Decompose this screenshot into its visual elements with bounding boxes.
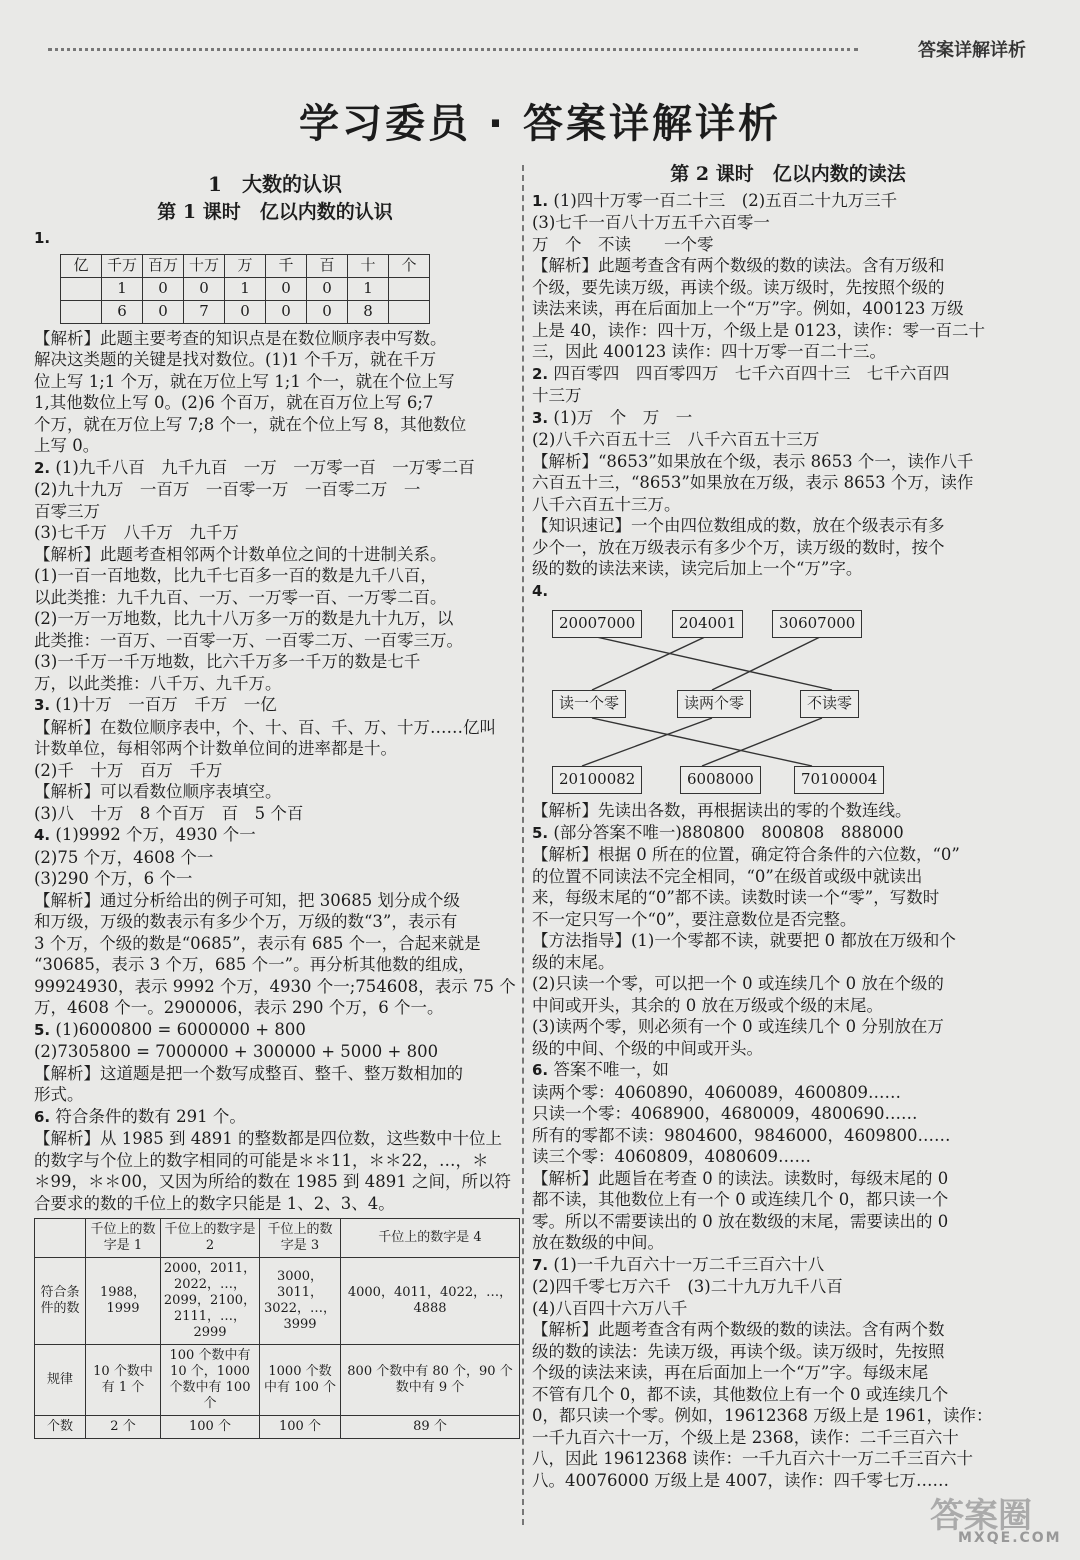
table-cell: 0 xyxy=(266,300,307,323)
answer-line: (3)一千万一千万地数，比六千万多一千万的数是七千 xyxy=(34,652,421,671)
answer-line: 【解析】先读出各数，再根据读出的零的个数连线。 xyxy=(532,801,912,820)
answer-line: 【解析】根据 0 所在的位置，确定符合条件的六位数，“0” xyxy=(532,845,960,864)
number-box: 20007000 xyxy=(552,610,642,638)
table-cell: 百 xyxy=(307,254,348,277)
answer-line: 都不读，其他数位上有一个 0 或连续几个 0，都只读一个 xyxy=(532,1190,949,1209)
answer-line: 形式。 xyxy=(34,1085,84,1104)
table-cell: 十 xyxy=(348,254,389,277)
answer-line: 不管有几个 0，都不读，其他数位上有一个 0 或连续几个 xyxy=(532,1384,949,1404)
answer-line: 来，每级末尾的“0”都不读。读数时读一个“零”，写数时 xyxy=(532,888,940,907)
answer-line: 3. (1)万 个 万 一 xyxy=(532,407,693,427)
thousands-digit-table xyxy=(34,1218,520,1439)
answer-line: 4. (1)9992 个万，4930 个一 xyxy=(34,825,256,844)
answer-line: (2)千 十万 百万 千万 xyxy=(34,760,223,780)
answer-line: 读两个零：4060890，4060089，4600809…… xyxy=(532,1082,901,1102)
number-box: 6008000 xyxy=(680,766,761,794)
table-cell: 800 个数中有 80 个，90 个数中有 9 个 xyxy=(341,1345,520,1416)
answer-line: 1,其他数位上写 0。(2)6 个百万，就在百万位上写 6;7 xyxy=(34,393,434,412)
table-cell: 0 xyxy=(225,300,266,323)
answer-line: 2. 四百零四 四百零四万 七千六百四十三 七千六百四 xyxy=(532,363,950,383)
answer-line: 和万级，万级的数表示有多少个万，万级的数“3”，表示有 xyxy=(34,912,458,931)
answer-line: 的数字与个位上的数字相同的可能是＊＊11，＊＊22，…，＊ xyxy=(34,1150,489,1170)
table-cell: 100 个数中有 10 个，1000 个数中有 100 个 xyxy=(161,1345,260,1416)
answer-line: 万，4608 个一。2900006，表示 290 个万，6 个一。 xyxy=(34,998,444,1017)
answer-line: 八千六百五十三万。 xyxy=(532,494,681,514)
watermark-url: MXQE.COM xyxy=(958,1530,1062,1546)
answer-line: 级的数的读法来读，读完后加上一个“万”字。 xyxy=(532,559,863,578)
table-cell: 2000，2011，2022，…，2099，2100，2111，…，2999 xyxy=(161,1258,260,1345)
answer-line: 级的中间、个级的中间或开头。 xyxy=(532,1038,763,1058)
answer-line: 合要求的数的千位上的数字只能是 1、2、3、4。 xyxy=(34,1193,395,1213)
answer-line: 【方法指导】(1)一个零都不读，就要把 0 都放在万级和个 xyxy=(532,931,956,950)
answer-line: 十三万 xyxy=(532,386,582,405)
table-cell xyxy=(389,277,430,300)
table-cell: 1988，1999 xyxy=(86,1258,161,1345)
question-2 xyxy=(532,363,1044,407)
left-column xyxy=(34,172,516,1443)
answer-line: 5. (1)6000800 = 6000000 + 800 xyxy=(34,1019,306,1039)
question-3 xyxy=(34,694,516,824)
answer-line: 个级的读法来读，再在后面加上一个“万”字。每级末尾 xyxy=(532,1363,929,1382)
header-label: 答案详解详析 xyxy=(918,40,1026,61)
answer-line: 7. (1)一千九百六十一万二千三百六十八 xyxy=(532,1254,825,1274)
answer-line: 三，因此 400123 读作：四十万零一百二十三。 xyxy=(532,342,886,361)
question-number: 7. xyxy=(532,1255,549,1274)
column-divider xyxy=(522,165,524,1525)
reading-box: 读两个零 xyxy=(677,690,751,718)
answer-line: (2)九十九万 一百万 一百零一万 一百零二万 一 xyxy=(34,480,421,499)
question-number: 6. xyxy=(34,1107,51,1126)
table-cell: 6 xyxy=(102,300,143,323)
answer-line: (4)八百四十六万八千 xyxy=(532,1298,688,1318)
answer-line: 万，以此类推：八千万、九千万。 xyxy=(34,673,282,693)
table-row xyxy=(61,300,430,323)
answer-line: 只读一个零：4068900，4680009，4800690…… xyxy=(532,1104,918,1123)
table-cell: 千位上的数字是 3 xyxy=(260,1219,341,1258)
table-cell: 千位上的数字是 1 xyxy=(86,1219,161,1258)
answer-line: 个万，就在万位上写 7;8 个一，就在个位上写 8，其他数位 xyxy=(34,414,467,434)
table-cell: 千位上的数字是 4 xyxy=(341,1219,520,1258)
table-cell xyxy=(61,300,102,323)
answer-line: 八，因此 19612368 读作：一千九百六十一万二千三百六十 xyxy=(532,1449,973,1468)
answer-line: (3)290 个万，6 个一 xyxy=(34,869,193,888)
answer-line: (2)八千六百五十三 八千六百五十三万 xyxy=(532,430,820,449)
watermark-logo xyxy=(930,1488,1060,1548)
answer-line: (2)7305800 = 7000000 + 300000 + 5000 + 800 xyxy=(34,1042,439,1061)
answer-line: 八。40076000 万级上是 4007，读作：四千零七万…… xyxy=(532,1470,949,1490)
answer-line: 个级，要先读万级，再读个级。读万级时，先按照个级的 xyxy=(532,277,945,297)
answer-line: 【解析】通过分析给出的例子可知，把 30685 划分成个级 xyxy=(34,890,460,910)
table-cell: 亿 xyxy=(61,254,102,277)
question-number: 2. xyxy=(34,458,51,477)
table-cell: 万 xyxy=(225,254,266,277)
header-dotted-rule xyxy=(48,48,858,51)
table-cell: 0 xyxy=(307,300,348,323)
question-5 xyxy=(532,822,1044,1060)
question-number: 1. xyxy=(532,191,549,210)
table-cell: 1 xyxy=(102,277,143,300)
table-cell xyxy=(61,277,102,300)
answer-line: 读法来读，再在后面加上一个“万”字。例如，400123 万级 xyxy=(532,299,964,318)
answer-line: 【解析】此题旨在考查 0 的读法。读数时，每级末尾的 0 xyxy=(532,1168,949,1188)
answer-line: 一千九百六十一万，个级上是 2368，读作：二千三百六十 xyxy=(532,1427,959,1447)
answer-line: 上是 40，读作：四十万，个级上是 0123，读作：零一百二十 xyxy=(532,320,985,340)
answer-line: 万 个 不读 一个零 xyxy=(532,234,714,254)
table-cell xyxy=(35,1219,86,1258)
watermark-text: 答案圈 xyxy=(930,1496,1032,1536)
answer-line: 位上写 1;1 个万，就在万位上写 1;1 个一，就在个位上写 xyxy=(34,371,455,391)
reading-box: 读一个零 xyxy=(552,690,626,718)
table-cell: 2 个 xyxy=(86,1416,161,1439)
table-header-row xyxy=(35,1219,520,1258)
question-2 xyxy=(34,457,516,695)
answer-line: 以此类推：九千九百、一万、一万零一百、一万零二百。 xyxy=(34,587,447,607)
question-number: 5. xyxy=(34,1020,51,1039)
question-number: 6. xyxy=(532,1061,549,1079)
table-row xyxy=(61,277,430,300)
answer-line: (3)八 十万 8 个百万 百 5 个百 xyxy=(34,803,304,823)
table-cell: 0 xyxy=(307,277,348,300)
answer-line: 读三个零：4060809，4080609…… xyxy=(532,1147,811,1166)
question-4 xyxy=(532,580,1044,822)
question-6 xyxy=(532,1059,1044,1254)
page-header xyxy=(48,36,1048,60)
answer-line: 零。所以不需要读出的 0 放在数级的末尾，需要读出的 0 xyxy=(532,1211,949,1231)
answer-line: 级的数的读法：先读万级，再读个级。读万级时，先按照 xyxy=(532,1341,945,1361)
number-box: 70100004 xyxy=(794,766,884,794)
place-value-table xyxy=(60,254,430,324)
answer-line: 5. (部分答案不唯一)880800 800808 888000 xyxy=(532,822,904,842)
table-cell: 3000，3011，3022，…，3999 xyxy=(260,1258,341,1345)
table-cell: 100 个 xyxy=(161,1416,260,1439)
answer-line: 【解析】此题考查含有两个数级的数的读法。含有两个数 xyxy=(532,1320,945,1339)
answer-line: 【解析】可以看数位顺序表填空。 xyxy=(34,782,282,801)
answer-line: (3)七千万 八千万 九千万 xyxy=(34,523,239,542)
table-cell: 十万 xyxy=(184,254,225,277)
number-box: 20100082 xyxy=(552,766,642,794)
answer-line: 【解析】从 1985 到 4891 的整数都是四位数，这些数中十位上 xyxy=(34,1129,502,1148)
answer-line: 上写 0。 xyxy=(34,436,100,455)
answer-line: 计数单位，每相邻两个计数单位间的进率都是十。 xyxy=(34,739,397,758)
answer-line: (2)一万一万地数，比九十八万多一万的数是九十九万，以 xyxy=(34,609,454,628)
answer-line: (2)只读一个零，可以把一个 0 或连续几个 0 放在个级的 xyxy=(532,974,944,993)
table-cell: 4000，4011，4022，…，4888 xyxy=(341,1258,520,1345)
number-box: 204001 xyxy=(672,610,743,638)
answer-line: 此类推：一百万、一百零一万、一百零二万、一百零三万。 xyxy=(34,630,463,650)
question-6 xyxy=(34,1106,516,1440)
answer-line: 99924930，表示 9992 个万，4930 个一;754608，表示 75 个 xyxy=(34,976,516,996)
place-value-header-row xyxy=(61,254,430,277)
reading-box: 不读零 xyxy=(800,690,859,718)
page-title: 学习委员 · 答案详解详析 xyxy=(298,101,782,147)
answer-line: 3 个万，个级的数是“0685”，表示有 685 个一，合起来就是 xyxy=(34,933,481,953)
right-column xyxy=(532,162,1044,1491)
answer-line: 6. 符合条件的数有 291 个。 xyxy=(34,1106,246,1126)
question-number: 3. xyxy=(34,696,51,714)
answer-line: 解决这类题的关键是找对数位。(1)1 个千万，就在千万 xyxy=(34,350,437,369)
answer-line: 【解析】此题考查相邻两个计数单位之间的十进制关系。 xyxy=(34,544,447,564)
question-5 xyxy=(34,1019,516,1106)
section-heading: 1 大数的认识 xyxy=(208,172,342,196)
answer-line: 【解析】这道题是把一个数写成整百、整千、整万数相加的 xyxy=(34,1063,463,1083)
answer-line: 所有的零都不读：9804600，9846000，4609800…… xyxy=(532,1125,951,1145)
number-box: 30607000 xyxy=(772,610,862,638)
lesson-heading: 第 1 课时 亿以内数的认识 xyxy=(157,200,393,223)
table-cell: 89 个 xyxy=(341,1416,520,1439)
answer-line: (3)七千一百八十万五千六百零一 xyxy=(532,213,770,232)
answer-line: 3. (1)十万 一百万 千万 一亿 xyxy=(34,695,277,714)
answer-line: 2. (1)九千八百 九千九百 一万 一万零一百 一万零二百 xyxy=(34,457,475,477)
table-cell: 符合条件的数 xyxy=(35,1258,86,1345)
answer-line: (2)75 个万，4608 个一 xyxy=(34,847,214,867)
answer-line: 【解析】“8653”如果放在个级，表示 8653 个一，读作八千 xyxy=(532,451,974,471)
answer-line: 【解析】此题主要考查的知识点是在数位顺序表中写数。 xyxy=(34,328,447,348)
answer-line: 中间或开头，其余的 0 放在万级或个级的末尾。 xyxy=(532,995,883,1015)
question-number: 4. xyxy=(532,581,549,600)
table-row xyxy=(35,1345,520,1416)
table-cell: 千 xyxy=(266,254,307,277)
question-number: 1. xyxy=(34,229,51,247)
answer-line: (3)读两个零，则必须有一个 0 或连续几个 0 分别放在万 xyxy=(532,1017,944,1036)
table-cell: 0 xyxy=(143,300,184,323)
answer-line: ＊99，＊＊00，又因为所给的数在 1985 到 4891 之间，所以符 xyxy=(34,1172,511,1191)
answer-line: 不一定只写一个“0”，要注意数位是否完整。 xyxy=(532,909,857,929)
answer-line: 百零三万 xyxy=(34,501,100,521)
table-cell xyxy=(389,300,430,323)
table-cell: 0 xyxy=(266,277,307,300)
table-cell: 100 个 xyxy=(260,1416,341,1439)
table-cell: 千万 xyxy=(102,254,143,277)
answer-line: (1)一百一百地数，比九千七百多一百的数是九千八百， xyxy=(34,566,437,585)
table-cell: 1 xyxy=(225,277,266,300)
answer-line: 放在数级的中间。 xyxy=(532,1233,664,1252)
answer-line: 【解析】在数位顺序表中，个、十、百、千、万、十万……亿叫 xyxy=(34,717,496,737)
answer-line: 1. (1)四十万零一百二十三 (2)五百二十九万三千 xyxy=(532,190,898,210)
table-cell: 8 xyxy=(348,300,389,323)
answer-line: “30685，表示 3 个万，685 个一”。再分析其他数的组成， xyxy=(34,955,475,974)
answer-line: 【知识速记】一个由四位数组成的数，放在个级表示有多 xyxy=(532,516,945,535)
table-cell: 1 xyxy=(348,277,389,300)
question-number: 5. xyxy=(532,823,549,842)
table-cell: 千位上的数字是 2 xyxy=(161,1219,260,1258)
answer-line: 的位置不同读法不完全相同，“0”在级首或级中就读出 xyxy=(532,866,923,886)
table-row xyxy=(35,1258,520,1345)
question-4 xyxy=(34,824,516,1019)
table-cell: 10 个数中有 1 个 xyxy=(86,1345,161,1416)
table-cell: 0 xyxy=(143,277,184,300)
answer-line: 6. 答案不唯一，如 xyxy=(532,1060,669,1079)
question-number: 3. xyxy=(532,408,549,427)
answer-line: 少个一，放在万级表示有多少个万，读万级的数时，按个 xyxy=(532,537,945,557)
table-cell: 个 xyxy=(389,254,430,277)
answer-line: (2)四千零七万六千 (3)二十九万九千八百 xyxy=(532,1277,843,1296)
table-row xyxy=(35,1416,520,1439)
table-cell: 个数 xyxy=(35,1416,86,1439)
answer-line: 六百五十三，“8653”如果放在万级，表示 8653 个万，读作 xyxy=(532,473,974,492)
question-1 xyxy=(34,227,516,457)
table-cell: 0 xyxy=(184,277,225,300)
table-cell: 规律 xyxy=(35,1345,86,1416)
question-1 xyxy=(532,190,1044,363)
matching-diagram xyxy=(532,606,1044,796)
answer-line: 0，都只读一个零。例如，19612368 万级上是 1961，读作： xyxy=(532,1406,993,1425)
table-cell: 7 xyxy=(184,300,225,323)
answer-line: 【解析】此题考查含有两个数级的数的读法。含有万级和 xyxy=(532,256,945,275)
question-number: 2. xyxy=(532,364,549,383)
answer-line: 级的末尾。 xyxy=(532,952,615,972)
lesson-heading: 第 2 课时 亿以内数的读法 xyxy=(670,163,906,185)
question-3 xyxy=(532,407,1044,580)
table-cell: 1000 个数中有 100 个 xyxy=(260,1345,341,1416)
table-cell: 百万 xyxy=(143,254,184,277)
question-7 xyxy=(532,1254,1044,1492)
question-number: 4. xyxy=(34,826,51,844)
